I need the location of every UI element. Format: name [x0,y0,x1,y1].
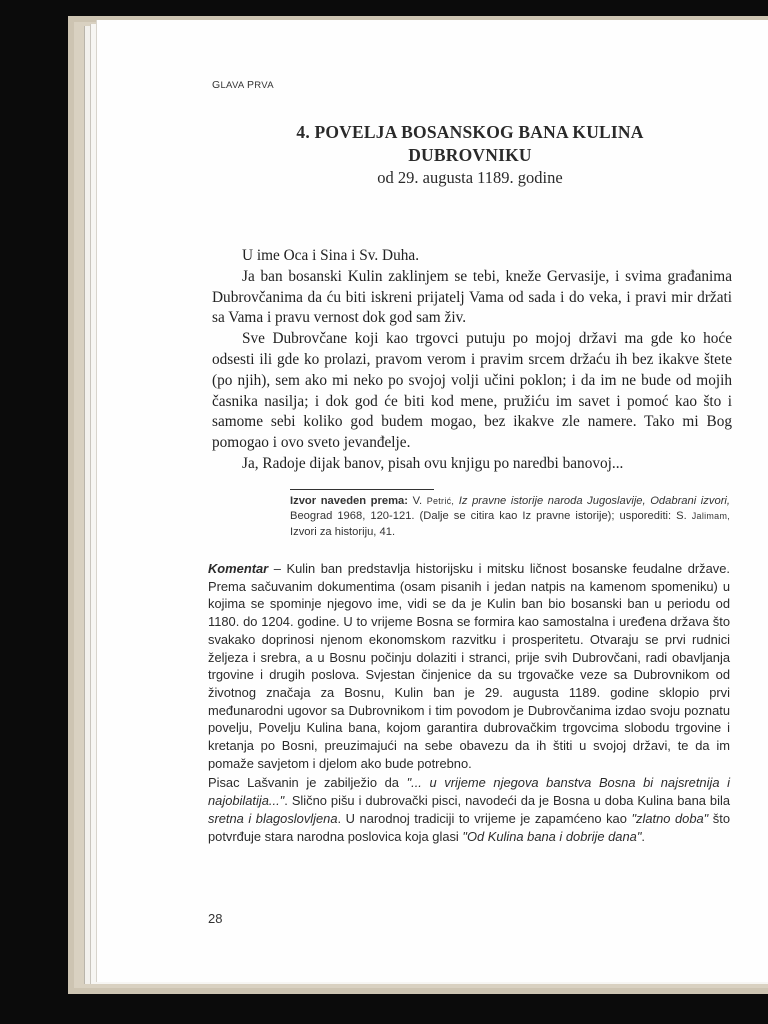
running-head-cap-1: G [212,79,221,91]
source-note [290,494,730,540]
chapter-title-line-1: 4. POVELJA BOSANSKOG BANA KULINA [296,122,644,142]
source-author2-name: Jalimam, [691,511,730,522]
running-head-text-1: LAVA [220,80,247,91]
commentary-quote-2: sretna i blagoslovljena [208,810,338,826]
commentary-quote-4: "Od Kulina bana i dobrije dana" [462,828,642,844]
chapter-title-line-2: DUBROVNIKU [408,145,532,165]
running-head-cap-2: P [246,79,255,91]
source-divider [290,489,434,490]
source-book2: Izvori za historiju, 41. [290,525,396,538]
running-head [212,79,274,91]
commentary-dash: – [268,561,287,576]
commentary-p2-b: . Slično pišu i dubrovački pisci, navodeći da je Bosna u doba Kulina bana bila [284,793,730,809]
source-label: Izvor naveden prema: [290,495,408,507]
source-author1-initial: V. [412,495,423,507]
commentary-p2-e: . [641,828,645,844]
source-book1: Iz pravne istorije naroda Jugoslavije, Odabrani izvori, [458,495,731,507]
scan-background-bottom [0,994,768,1024]
commentary-p2-a: Pisac Lašvanin je zabilježio da [208,775,407,791]
commentary-label: Komentar [208,561,269,576]
commentary-paragraph-1 [208,560,730,772]
source-author1-name: Petrić, [426,496,455,506]
commentary [208,560,730,845]
charter-paragraph-1: U ime Oca i Sina i Sv. Duha. [242,247,420,264]
commentary-paragraph-2 [208,774,730,845]
commentary-p2-d: što potvrđuje stara narodna poslovica koja glasi [208,810,731,844]
chapter-subtitle-date: od 29. augusta 1189. godine [377,168,563,187]
charter-text [212,246,732,475]
running-head-text-2: RVA [254,80,274,91]
charter-paragraph-4: Ja, Radoje dijak banov, pisah ovu knjigu po naredbi banovoj... [242,454,624,472]
commentary-p2-c: . U narodnoj tradiciji to vrijeme je zapamćeno kao [337,810,632,826]
commentary-quote-3: "zlatno doba" [631,810,709,826]
page-number: 28 [208,911,223,926]
commentary-quote-1: "... u vrijeme njegova banstva Bosna bi najsretnija i najobilatija..." [208,775,730,809]
scan-background-left [0,0,68,1024]
scan-background-top [0,0,768,16]
charter-paragraph-3: Sve Dubrovčane koji kao trgovci putuju po mojoj državi ma gde ko hoće odsesti ili gde ko prolazi, pravom verom i pravim srcem držaću ih bez ikakve štete (po njih), sem ako mi neko po svojoj volji učini poklon; i da im ne bude od mojih časnika nasilja; i dok god će biti kod mene, pružiću im savet i pomoć kao što i samome sebi koliko god budem mogao, bez ikakve zle namere. Tako mi Bog pomogao i ovo sveto jevanđelje. [212,330,732,452]
source-publication: Beograd 1968, 120-121. (Dalje se citira kao Iz pravne istorije); usporediti: S. [290,510,687,523]
commentary-text-1: Kulin ban predstavlja historijsku i mitsku ličnost bosanske feudalne države. Prema sačuvanim dokumentima (osam pisanih i jedan natpis na kamenom spomeniku) u kojima se spominje njegovo ime, vidi se da je Kulin ban bio bosanski ban u periodu od 1180. do 1204. godine. U to vrijeme Bosna se formira kao samostalna i uređena država što svakako doprinosi njenom ekonomskom razvitku i prosperitetu. Otvaraju se prvi rudnici željeza i srebra, a u Bosnu počinju dolaziti i stranci, prije svih Dubrovčani, radi obavljanja trgovine i drugih poslova. Svjestan činjenice da su trgovačke veze sa Dubrovnikom od životnog značaja za Bosnu, Kulin ban je 29. augusta 1189. godine sklopio prvi međunarodni ugovor sa Dubrovnikom i tim povodom je Dubrovčanima izdao svoju poznatu povelju, Povelju Kulina bana, kojom garantira dubrovačkim trgovcima slobodu trgovine i kretanja po Bosni, preuzimajući na sebe obavezu da ih štiti u svojoj državi, te da im pomaže savjetom i djelom ako bude potrebno. [208,561,730,771]
charter-paragraph-2: Ja ban bosanski Kulin zaklinjem se tebi, kneže Gervasije, i svima građanima Dubrovčanima da ću biti iskreni prijatelj Vama od sada i do veka, i pravi mir držati sa Vama i pravu vernost dok god sam živ. [212,267,732,327]
